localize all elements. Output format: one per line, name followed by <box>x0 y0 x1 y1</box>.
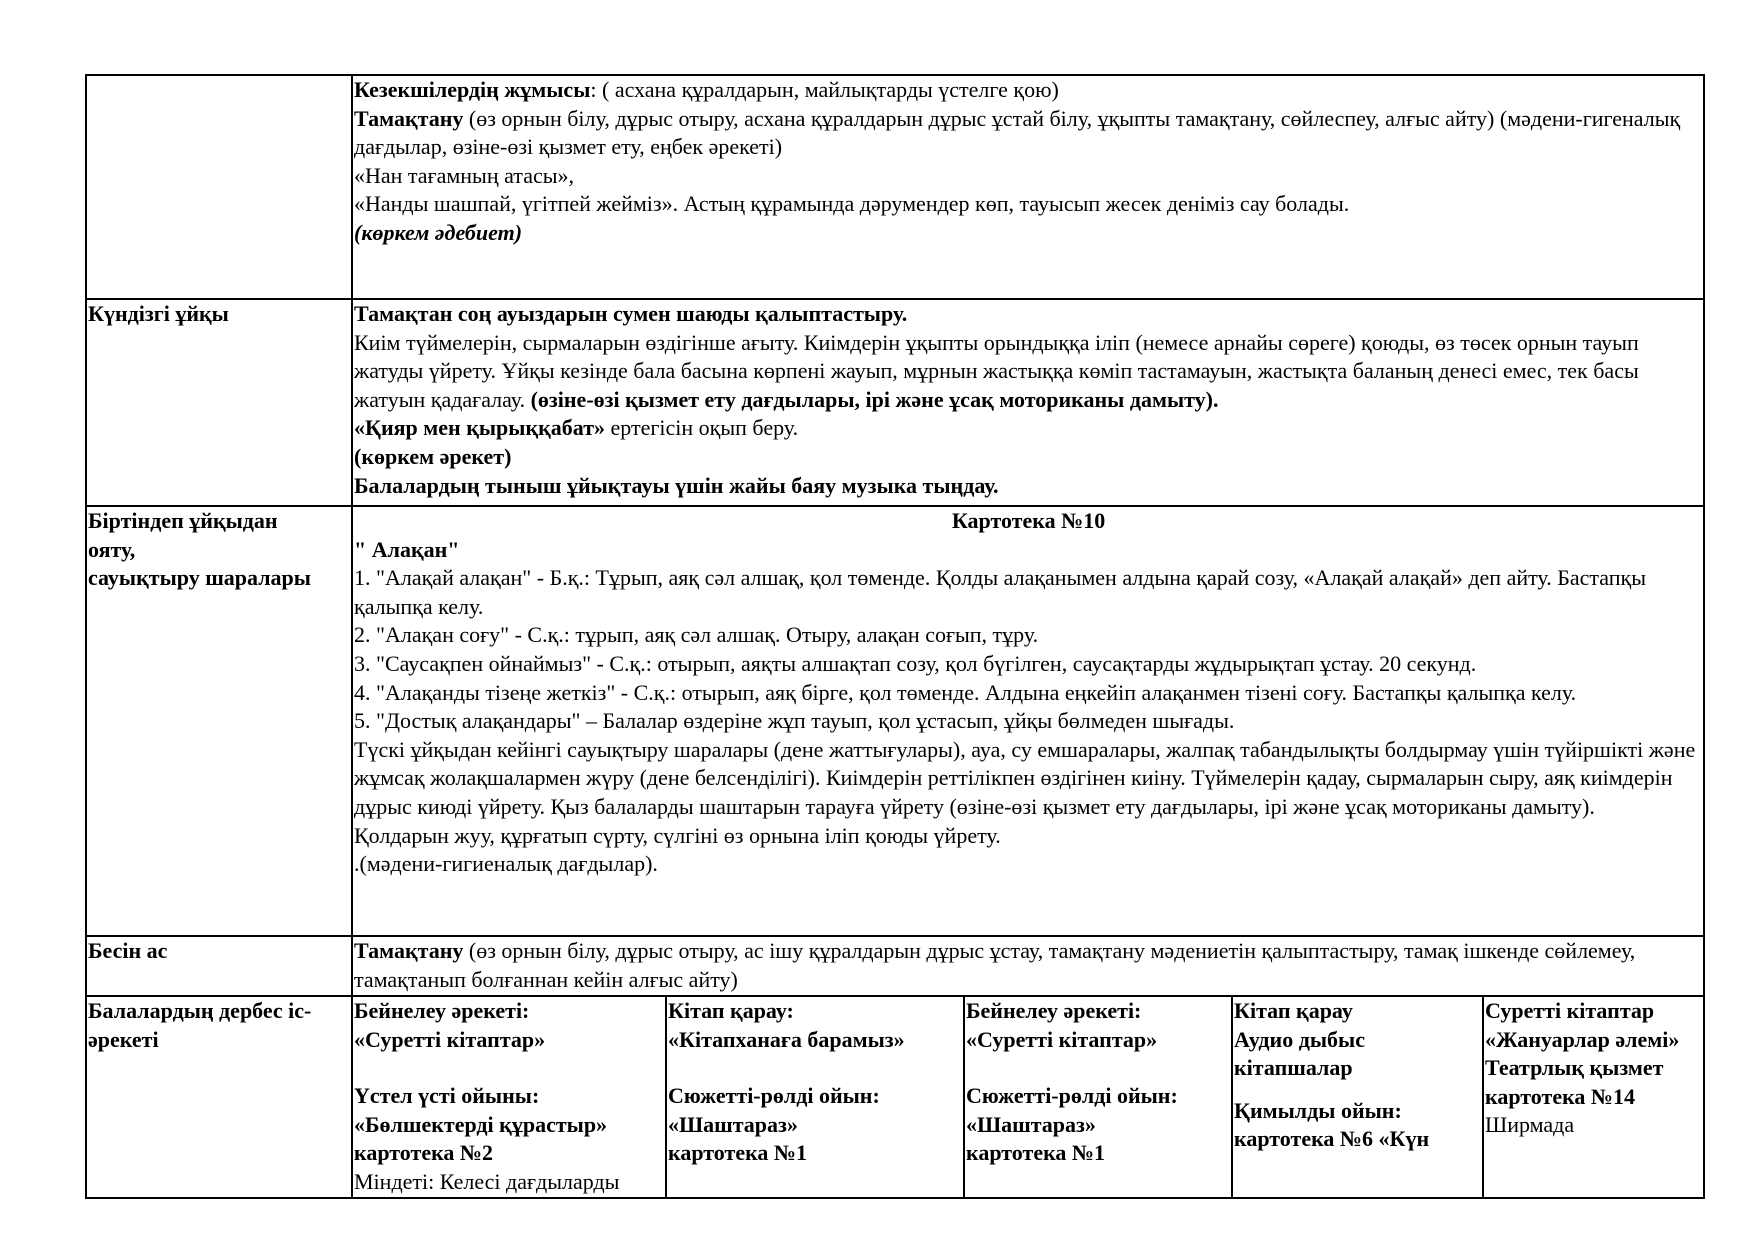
duty-heading: Кезекшілердің жұмысы <box>354 77 591 102</box>
row-label-wake <box>86 506 352 936</box>
activity-4-c: Қимылды ойын: <box>1234 1097 1402 1123</box>
activity-5-a: Суретті кітаптар <box>1485 998 1655 1023</box>
nap-skills: (өзіне-өзі қызмет ету дағдылары, ірі және ұсақ моториканы дамыту). <box>530 386 1219 412</box>
nap-line-5: Балалардың тыныш ұйықтауы үшін жайы баяу музыка тыңдау. <box>354 472 999 498</box>
table-row-meal <box>86 75 1704 299</box>
nap-line-3 <box>354 414 1703 443</box>
exercise-item: 5. "Достық алақандары" – Балалар өздеріне жұп тауып, қол ұстасып, ұйқы бөлмеден шығады. <box>354 708 1235 734</box>
spacer <box>668 1054 963 1082</box>
nap-line-2 <box>354 329 1703 415</box>
nap-text: Киім түймелерін, сырмаларын өздігінше ағыту. Киімдерін ұқыпты орындыққа іліп (немесе арнайы сөреге) қоюды, өз төсек орнын тауып жатуды үйрету. Ұйқы кезінде бала басына көрпені жауып, мұрнын жастыққа көміп тастамауын, жастықта баланың денесі емес, тек басы жатуын қадағалау. <box>354 329 1639 412</box>
activity-1-a: Бейнелеу әрекеті: <box>354 998 530 1023</box>
meal-text: (өз орнын білу, дұрыс отыру, асхана құралдарын дұрыс ұстай білу, ұқыпты тамақтану, сөйлеспеу, алғыс айту) (мәдени-гигеналық дағдылар, өзіне-өзі қызмет ету, еңбек әрекеті) <box>354 105 1681 160</box>
activity-3-b: «Суретті кітаптар» <box>966 1026 1158 1052</box>
activity-2-c: Сюжетті-рөлді ойын: <box>668 1083 880 1109</box>
activity-4-a: Кітап қарау <box>1234 998 1353 1023</box>
activity-2-a: Кітап қарау: <box>668 998 794 1023</box>
card-subtitle: " Алақан" <box>354 536 460 562</box>
exercise-item: 4. "Алақанды тізеңе жеткіз" - С.қ.: отырып, аяқ бірге, қол төменде. Алдына еңкейіп алақанмен тізені соғу. Бастапқы қалыпқа келу. <box>354 679 1577 705</box>
duty-text: : ( асхана құралдарын, майлықтарды үстелге қою) <box>590 77 1059 102</box>
activity-day-3 <box>964 996 1232 1198</box>
wash-line: Қолдарын жуу, құрғатып сүрту, сүлгіні өз орнына іліп қоюды үйрету. <box>354 822 1001 848</box>
activity-1-b: «Суретті кітаптар» <box>354 1026 546 1052</box>
activity-day-5 <box>1483 996 1704 1198</box>
meal-heading: Тамақтану <box>354 105 464 131</box>
tale-text: ертегісін оқып беру. <box>605 415 799 441</box>
activity-1-c: Үстел үсті ойыны: <box>354 1083 540 1109</box>
wake-label-3: сауықтыру шаралары <box>88 565 311 591</box>
snack-content-cell <box>352 936 1704 996</box>
meal-content-cell <box>352 75 1704 299</box>
activity-4-d: картотека №6 «Күн <box>1234 1126 1430 1152</box>
table-row-wake <box>86 506 1704 936</box>
activity-day-4 <box>1232 996 1483 1198</box>
duty-line <box>354 76 1703 105</box>
activity-2-e: картотека №1 <box>668 1140 808 1166</box>
card-title: Картотека №10 <box>951 508 1106 533</box>
activity-3-d: «Шаштараз» <box>966 1111 1096 1137</box>
activity-3-c: Сюжетті-рөлді ойын: <box>966 1083 1178 1109</box>
table-row-activity <box>86 996 1704 1198</box>
row-label-nap: Күндізгі ұйқы <box>86 299 352 506</box>
activity-1-e: картотека №2 <box>354 1140 494 1166</box>
schedule-table <box>85 74 1705 1199</box>
proverb-2: «Нанды шашпай, үгітпей жейміз». Астың құрамында дәрумендер көп, тауысып жесек деніміз сау болады. <box>354 191 1350 217</box>
wake-label-2: ояту, <box>88 536 136 562</box>
nap-content-cell <box>352 299 1704 506</box>
spacer <box>1234 1083 1482 1097</box>
activity-2-d: «Шаштараз» <box>668 1111 798 1137</box>
meal-line <box>354 105 1703 162</box>
activity-1-d: «Бөлшектерді құрастыр» <box>354 1111 608 1137</box>
snack-text: (өз орнын білу, дұрыс отыру, ас ішу құралдарын дұрыс ұстау, тамақтану мәдениетін қалыптастыру, тамақ ішкенде сөйлемеу, тамақтанып болғаннан кейін алғыс айту) <box>354 938 1636 992</box>
meal-area-note: (көркем әдебиет) <box>354 219 523 245</box>
activity-3-a: Бейнелеу әрекеті: <box>966 998 1142 1023</box>
activity-5-c: Театрлық қызмет картотека №14 <box>1485 1055 1664 1109</box>
nap-line-1: Тамақтан соң ауыздарын сумен шаюды қалыптастыру. <box>354 301 908 326</box>
proverb-1: «Нан тағамның атасы», <box>354 162 574 188</box>
wake-paragraph: Түскі ұйқыдан кейінгі сауықтыру шаралары (дене жаттығулары), ауа, су емшаралары, жалпақ табандылықты болдырмау үшін түйіршікті және жұмсақ жолақшалармен жүру (дене белсенділігі). Киімдерін реттілікпен өздігінен киіну. Түймелерін қадау, сырмаларын сыру, аяқ киімдерін дұрыс киюді үйрету. Қыз балаларды шаштарын тарауға үйрету (өзіне-өзі қызмет ету дағдылары, ірі және ұсақ моториканы дамыту). <box>354 736 1696 819</box>
activity-3-e: картотека №1 <box>966 1140 1106 1166</box>
tale-title: «Қияр мен қырыққабат» <box>354 415 606 441</box>
activity-2-b: «Кітапханаға барамыз» <box>668 1026 905 1052</box>
activity-4-b: Аудио дыбыс кітапшалар <box>1234 1026 1365 1081</box>
spacer <box>966 1054 1231 1082</box>
table-row-snack <box>86 936 1704 996</box>
snack-heading: Тамақтану <box>354 938 464 963</box>
table-row-nap <box>86 299 1704 506</box>
wash-note: .(мәдени-гигиеналық дағдылар). <box>354 851 658 877</box>
activity-5-d: Ширмада <box>1485 1112 1575 1138</box>
wake-content-cell <box>352 506 1704 936</box>
exercise-item: 1. "Алақай алақан" - Б.қ.: Тұрып, аяқ сәл алшақ, қол төменде. Қолды алақанымен алдына қарай созу, «Алақай алақай» деп айту. Бастапқы қалыпқа келу. <box>354 565 1646 619</box>
row-label-snack: Бесін ас <box>86 936 352 996</box>
exercise-item: 2. "Алақан соғу" - С.қ.: тұрып, аяқ сәл алшақ. Отыру, алақан соғып, тұру. <box>354 622 1039 648</box>
wake-label-1: Біртіндеп ұйқыдан <box>88 508 278 533</box>
spacer <box>354 1054 665 1082</box>
nap-line-4: (көркем әрекет) <box>354 443 512 469</box>
activity-day-1 <box>352 996 666 1198</box>
activity-1-f: Міндеті: Келесі дағдыларды <box>354 1168 620 1194</box>
row-label-activity: Балалардың дербес іс-әрекеті <box>86 996 352 1198</box>
activity-day-2 <box>666 996 964 1198</box>
activity-5-b: «Жануарлар әлемі» <box>1485 1026 1680 1052</box>
exercise-item: 3. "Саусақпен ойнаймыз" - С.қ.: отырып, аяқты алшақтап созу, қол бүгілген, саусақтарды жұдырықтап ұстау. 20 секунд. <box>354 650 1477 676</box>
row-label-meal <box>86 75 352 299</box>
